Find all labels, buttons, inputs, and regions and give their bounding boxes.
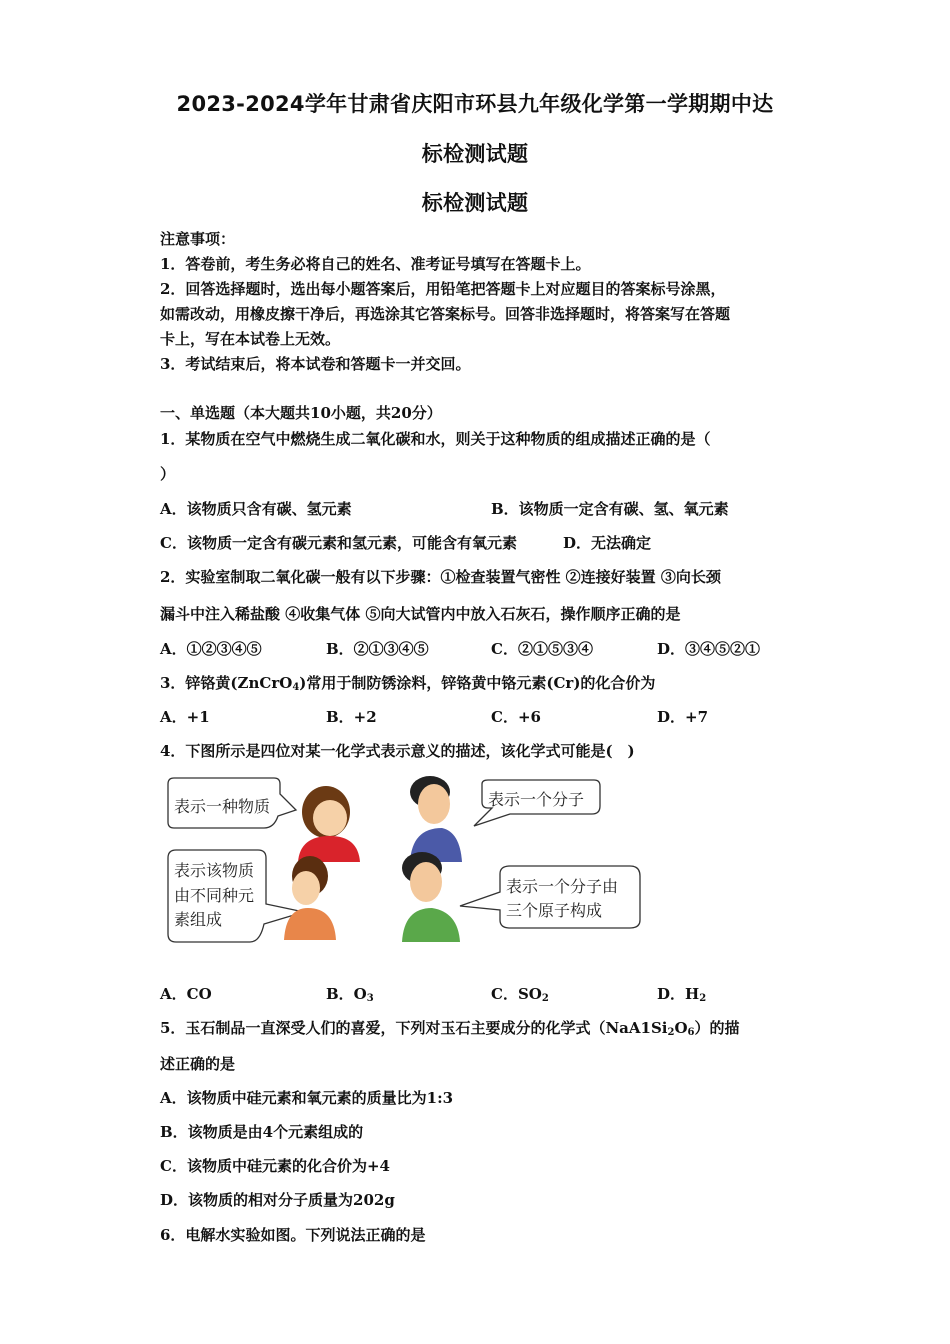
q1-stem-end: ） (160, 465, 176, 483)
bubble-4-line-2: 三个原子构成 (506, 901, 603, 920)
bubble-3-line-3: 素组成 (174, 910, 223, 929)
q2-option-c: C．②①⑤③④ (491, 640, 593, 658)
notice-item-2a: 2．回答选择题时，选出每小题答案后，用铅笔把答题卡上对应题目的答案标号涂黑， (160, 280, 726, 298)
q4-option-c: C．$SO_2$ (491, 985, 549, 1004)
q5-stem: 5．玉石制品一直深受人们的喜爱，下列对玉石主要成分的化学式$(NaA1Si_2O_6)$的描 (160, 1019, 740, 1038)
q6-stem: 6．电解水实验如图。下列说法正确的是 (160, 1226, 426, 1244)
bubble-3-line-2: 由不同种元 (174, 886, 255, 905)
q1-option-b: B．该物质一定含有碳、氢、氧元素 (491, 500, 729, 518)
q4-option-b: B．$O_3$ (326, 985, 374, 1004)
q4-option-a: A．CO (160, 985, 212, 1003)
bubble-4-line-1: 表示一个分子由 (506, 877, 619, 896)
notice-item-1: 1．答卷前，考生务必将自己的姓名、准考证号填写在答题卡上。 (160, 255, 591, 273)
notice-item-2b: 如需改动，用橡皮擦干净后，再选涂其它答案标号。回答非选择题时，将答案写在答题 (160, 305, 731, 323)
exam-title-line2: 标检测试题 (421, 142, 529, 166)
boy-character-2 (402, 852, 460, 942)
girl-character-2 (284, 856, 336, 940)
section-heading: 一、单选题（本大题共10小题，共20分） (160, 404, 442, 422)
q5-option-d: D．该物质的相对分子质量为202g (160, 1191, 395, 1209)
q2-option-a: A．①②③④⑤ (160, 640, 262, 658)
q4-stem: 4．下图所示是四位对某一化学式表示意义的描述，该化学式可能是( ) (160, 742, 635, 760)
q1-option-c: C．该物质一定含有碳元素和氢元素，可能含有氧元素 (160, 534, 517, 552)
notice-item-2c: 卡上，写在本试卷上无效。 (160, 330, 341, 348)
speech-bubble-1 (168, 778, 296, 828)
q4-cartoon-figure (160, 770, 650, 948)
bubble-1-text: 表示一种物质 (174, 797, 271, 816)
q2-option-d: D．③④⑤②① (657, 640, 761, 658)
q1-option-d: D．无法确定 (563, 534, 652, 552)
exam-title-line3: 标检测试题 (421, 191, 529, 215)
bubble-2-text: 表示一个分子 (488, 790, 585, 809)
speech-bubble-4 (460, 866, 640, 928)
girl-character-1 (298, 786, 360, 862)
q3-option-c: C．+6 (491, 708, 541, 726)
q3-stem: 3．锌铬黄(ZnCrO$_4$)常用于制防锈涂料，锌铬黄中铬元素(Cr)的化合价为 (160, 674, 656, 693)
q5-option-a: A．该物质中硅元素和氧元素的质量比为1:3 (160, 1089, 454, 1107)
q2-option-b: B．②①③④⑤ (326, 640, 429, 658)
exam-title-line1: 2023-2024学年甘肃省庆阳市环县九年级化学第一学期期中达 (176, 92, 774, 116)
q4-option-d: D．$H_2$ (657, 985, 707, 1004)
q5-option-b: B．该物质是由4个元素组成的 (160, 1123, 364, 1141)
q3-option-a: A．+1 (160, 708, 210, 726)
q2-stem-cont: 漏斗中注入稀盐酸 ④收集气体 ⑤向大试管内中放入石灰石，操作顺序正确的是 (160, 605, 681, 623)
q1-option-a: A．该物质只含有碳、氢元素 (160, 500, 352, 518)
q1-stem: 1．某物质在空气中燃烧生成二氧化碳和水，则关于这种物质的组成描述正确的是（ (160, 430, 711, 448)
q3-option-b: B．+2 (326, 708, 377, 726)
notice-heading: 注意事项： (160, 230, 236, 248)
speech-bubble-2 (474, 780, 600, 826)
speech-bubble-3 (168, 850, 304, 942)
q2-stem: 2．实验室制取二氧化碳一般有以下步骤：①检查装置气密性 ②连接好装置 ③向长颈 (160, 568, 721, 586)
q5-option-c: C．该物质中硅元素的化合价为+4 (160, 1157, 390, 1175)
q5-stem-cont: 述正确的是 (160, 1055, 236, 1073)
boy-character-1 (410, 776, 462, 862)
bubble-3-line-1: 表示该物质 (174, 861, 255, 880)
notice-item-3: 3．考试结束后，将本试卷和答题卡一并交回。 (160, 355, 471, 373)
q3-option-d: D．+7 (657, 708, 709, 726)
